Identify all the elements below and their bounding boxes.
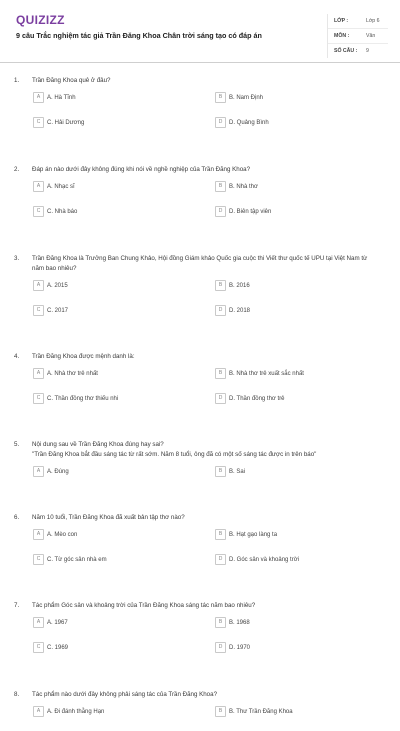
option-letter-box: C — [33, 642, 44, 653]
option-letter-box: C — [33, 206, 44, 217]
answer-option[interactable] — [33, 368, 98, 379]
option-letter-box: A — [33, 280, 44, 291]
question-quote: "Trần Đăng Khoa bắt đầu sáng tác từ rất sớm. Năm 8 tuổi, ông đã có một số sáng tác được in trên báo" — [32, 451, 317, 458]
option-text: B. Sai — [229, 468, 246, 475]
answer-option[interactable] — [33, 280, 68, 291]
question-indent — [0, 450, 32, 460]
option-text: D. Biên tập viên — [229, 208, 272, 215]
option-text: D. Thần đồng thơ trẻ — [229, 395, 285, 402]
meta-value: 9 — [366, 48, 369, 54]
answer-option[interactable] — [33, 181, 75, 192]
answer-option[interactable] — [33, 706, 104, 717]
question-quote-row — [0, 450, 400, 460]
question-item — [0, 440, 400, 513]
option-text: A. 2015 — [47, 282, 68, 289]
meta-row-class — [328, 14, 388, 29]
answer-option[interactable] — [33, 529, 77, 540]
answer-option[interactable] — [215, 642, 250, 653]
option-text: B. 2016 — [229, 282, 250, 289]
option-letter-box: C — [33, 305, 44, 316]
question-gap — [0, 491, 400, 513]
meta-table — [327, 14, 388, 58]
option-letter-box: B — [215, 706, 226, 717]
option-text: A. Đi đánh thằng Hạn — [47, 708, 105, 715]
option-row — [0, 393, 400, 418]
option-letter-box: B — [215, 368, 226, 379]
option-row — [0, 617, 400, 642]
option-row — [0, 92, 400, 117]
question-gap — [0, 231, 400, 254]
option-row — [0, 368, 400, 393]
answer-option[interactable] — [215, 706, 293, 717]
question-text: Trần Đăng Khoa được mệnh danh là: — [32, 353, 135, 360]
answer-option[interactable] — [215, 368, 304, 379]
question-header — [0, 513, 400, 523]
answer-option[interactable] — [215, 529, 277, 540]
option-letter-box: A — [33, 368, 44, 379]
question-text: Tác phẩm nào dưới đây không phải sáng tác của Trần Đăng Khoa? — [32, 691, 218, 698]
question-header — [0, 254, 400, 274]
answer-option[interactable] — [33, 642, 68, 653]
question-header — [0, 601, 400, 611]
meta-value: Văn — [366, 33, 376, 39]
answer-option[interactable] — [33, 554, 107, 565]
option-text: A. Nhạc sĩ — [47, 183, 75, 190]
option-text: C. 2017 — [47, 307, 69, 314]
answer-option[interactable] — [215, 206, 271, 217]
option-text: C. Nhà báo — [47, 208, 78, 215]
option-letter-box: D — [215, 117, 226, 128]
question-header — [0, 352, 400, 362]
option-row — [0, 305, 400, 330]
option-text: C. 1969 — [47, 644, 69, 651]
option-text: B. Hạt gạo làng ta — [229, 531, 278, 538]
meta-value: Lớp 6 — [366, 18, 380, 24]
question-number: 5. — [14, 441, 20, 448]
answer-option[interactable] — [33, 92, 76, 103]
quizizz-logo: QUIZIZZ — [16, 13, 65, 27]
option-text: D. Quảng Bình — [229, 119, 269, 126]
answer-option[interactable] — [215, 466, 245, 477]
option-letter-box: D — [215, 642, 226, 653]
answer-option[interactable] — [33, 305, 68, 316]
option-text: A. Hà Tĩnh — [47, 94, 76, 101]
question-text: Trần Đăng Khoa quê ở đâu? — [32, 77, 111, 84]
option-text: C. Hải Dương — [47, 119, 85, 126]
question-number: 3. — [14, 255, 20, 262]
question-gap — [0, 330, 400, 352]
question-item — [0, 254, 400, 352]
question-gap — [0, 579, 400, 601]
answer-option[interactable] — [215, 117, 269, 128]
option-text: B. Nhà thơ — [229, 183, 258, 190]
option-text: D. Góc sân và khoảng trời — [229, 556, 299, 563]
question-text: Đáp án nào dưới đây không đúng khi nói về nghề nghiệp của Trần Đăng Khoa? — [32, 166, 251, 173]
option-letter-box: A — [33, 617, 44, 628]
option-letter-box: A — [33, 92, 44, 103]
option-text: B. Thư Trần Đăng Khoa — [229, 708, 293, 715]
question-number: 4. — [14, 353, 20, 360]
question-item — [0, 165, 400, 254]
meta-label: SỐ CÂU : — [334, 48, 358, 54]
question-item — [0, 513, 400, 601]
question-header — [0, 165, 400, 175]
option-text: B. 1968 — [229, 619, 250, 626]
question-text: Năm 10 tuổi, Trần Đăng Khoa đã xuất bản tập thơ nào? — [32, 514, 185, 521]
answer-option[interactable] — [215, 554, 299, 565]
question-list — [0, 76, 400, 731]
option-letter-box: C — [33, 393, 44, 404]
answer-option[interactable] — [215, 181, 258, 192]
option-letter-box: C — [33, 554, 44, 565]
question-gap — [0, 667, 400, 690]
option-row — [0, 554, 400, 579]
option-row — [0, 117, 400, 142]
answer-option[interactable] — [215, 305, 250, 316]
option-row — [0, 466, 400, 491]
option-text: A. Đúng — [47, 468, 69, 475]
option-letter-box: B — [215, 92, 226, 103]
question-number: 7. — [14, 602, 20, 609]
question-number: 2. — [14, 166, 20, 173]
question-header — [0, 690, 400, 700]
question-header — [0, 76, 400, 86]
option-letter-box: C — [33, 117, 44, 128]
answer-option[interactable] — [33, 466, 69, 477]
option-letter-box: B — [215, 617, 226, 628]
option-row — [0, 642, 400, 667]
meta-row-subject — [328, 29, 388, 44]
option-row — [0, 181, 400, 206]
option-letter-box: B — [215, 280, 226, 291]
worksheet-title: 9 câu Trắc nghiệm tác giả Trần Đăng Khoa Chân trời sáng tạo có đáp án — [16, 31, 262, 40]
answer-option[interactable] — [33, 393, 118, 404]
question-number: 8. — [14, 691, 20, 698]
option-letter-box: D — [215, 305, 226, 316]
option-text: D. 2018 — [229, 307, 251, 314]
option-row — [0, 280, 400, 305]
worksheet-header — [0, 0, 400, 62]
answer-option[interactable] — [33, 206, 77, 217]
answer-option[interactable] — [215, 92, 263, 103]
option-letter-box: A — [33, 706, 44, 717]
answer-option[interactable] — [33, 617, 68, 628]
answer-option[interactable] — [215, 280, 250, 291]
option-letter-box: B — [215, 466, 226, 477]
option-text: C. Từ góc sân nhà em — [47, 556, 107, 563]
option-letter-box: D — [215, 393, 226, 404]
question-text: Trần Đăng Khoa là Trưởng Ban Chung Khảo, Hội đồng Giám khảo Quốc gia cuộc thi Viết thư quốc tế UPU tại Việt Nam từ năm bao nhiêu? — [32, 255, 368, 272]
question-header — [0, 440, 400, 450]
option-row — [0, 206, 400, 231]
option-letter-box: A — [33, 466, 44, 477]
answer-option[interactable] — [33, 117, 84, 128]
header-divider — [0, 62, 400, 63]
option-letter-box: A — [33, 529, 44, 540]
answer-option[interactable] — [215, 617, 250, 628]
answer-option[interactable] — [215, 393, 285, 404]
meta-label: MÔN : — [334, 33, 350, 39]
option-text: A. 1967 — [47, 619, 68, 626]
question-number: 6. — [14, 514, 20, 521]
question-gap — [0, 142, 400, 165]
question-item — [0, 76, 400, 165]
option-text: A. Mèo con — [47, 531, 78, 538]
option-letter-box: D — [215, 554, 226, 565]
option-text: B. Nhà thơ trẻ xuất sắc nhất — [229, 370, 304, 377]
option-letter-box: D — [215, 206, 226, 217]
question-number: 1. — [14, 77, 20, 84]
question-item — [0, 690, 400, 731]
question-item — [0, 352, 400, 440]
meta-row-count — [328, 44, 388, 58]
option-letter-box: A — [33, 181, 44, 192]
question-gap — [0, 418, 400, 440]
option-letter-box: B — [215, 181, 226, 192]
option-text: D. 1970 — [229, 644, 251, 651]
option-text: B. Nam Định — [229, 94, 264, 101]
option-text: A. Nhà thơ trẻ nhất — [47, 370, 98, 377]
question-item — [0, 601, 400, 690]
question-text: Nội dung sau về Trần Đăng Khoa đúng hay sai? — [32, 441, 164, 448]
question-text: Tác phẩm Góc sân và khoảng trời của Trần Đăng Khoa sáng tác năm bao nhiêu? — [32, 602, 256, 609]
option-text: C. Thần đồng thơ thiếu nhi — [47, 395, 119, 402]
option-letter-box: B — [215, 529, 226, 540]
option-row — [0, 706, 400, 731]
option-row — [0, 529, 400, 554]
meta-label: LỚP : — [334, 18, 349, 24]
